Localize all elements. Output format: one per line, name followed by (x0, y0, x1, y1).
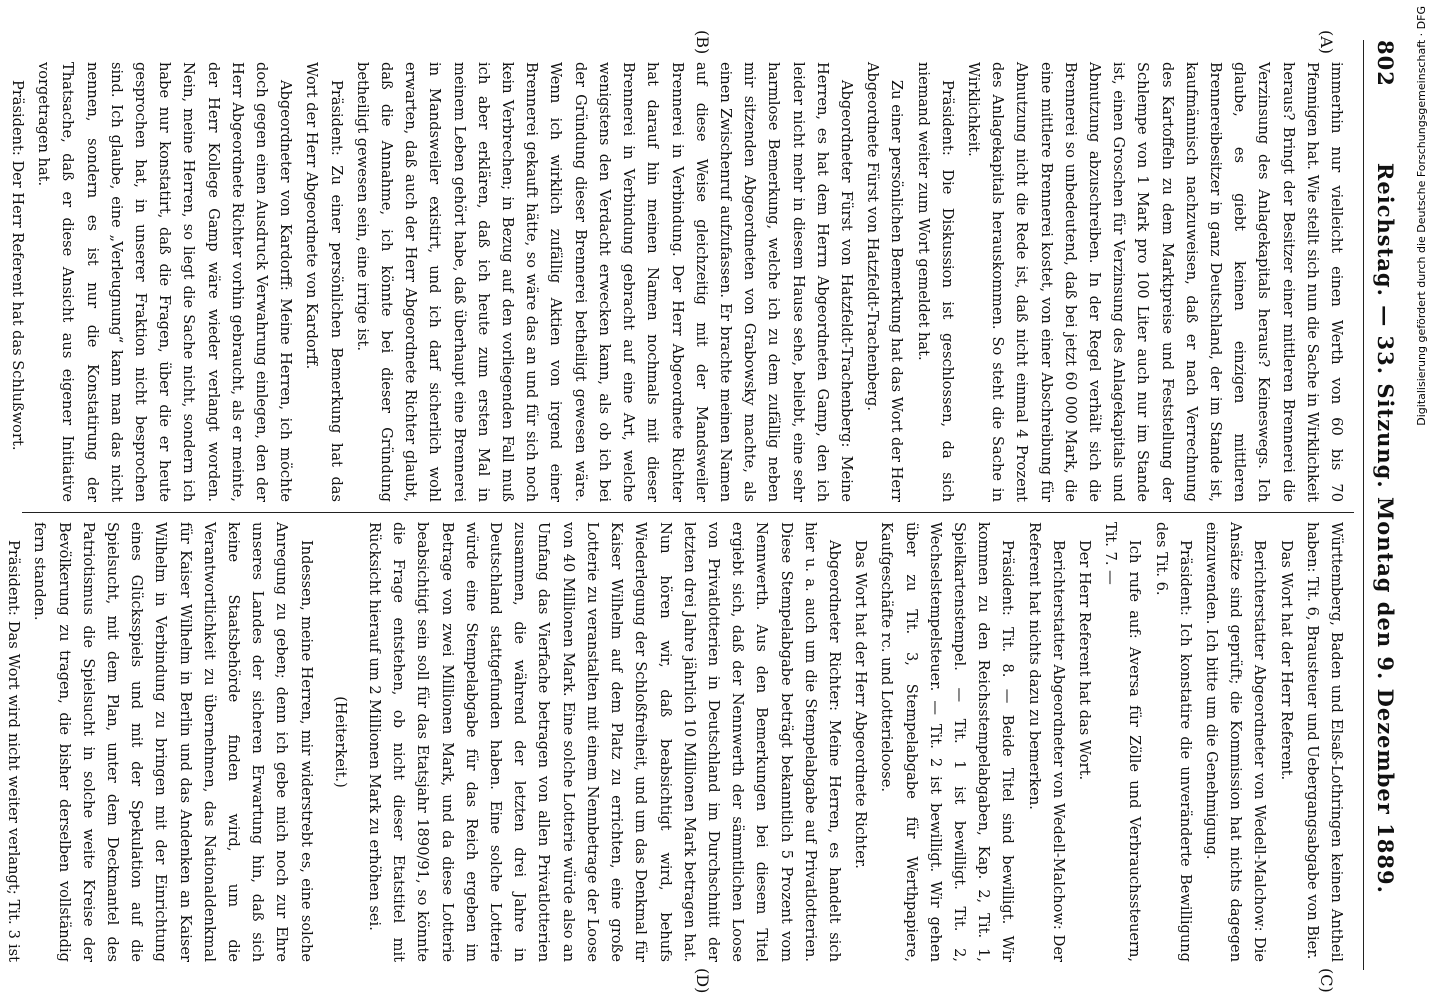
paragraph: Präsident: Ich konstatire die unveränderte Bewilligung des Tit. 6. (1152, 522, 1194, 962)
margin-mark-b: (B) (693, 30, 712, 55)
stage-direction: (Heiterkeit.) (331, 696, 349, 788)
margin-mark-a: (A) (1317, 30, 1336, 55)
paragraph: Präsident: Der Herr Referent hat das Schlußwort. (9, 80, 27, 451)
page-number: 802 (1373, 40, 1399, 87)
paragraph: Berichterstatter Abgeordneter von Wedell-Malchow: Der Referent hat nichts dazu zu bemerken. (1025, 522, 1067, 962)
paragraph: Präsident: Tit. 8. — Beide Titel sind bewilligt. Wir kommen zu den Reichsstempelabgaben, Kap. 2, Tit. 1, Spielkartenstempel. — Tit. 1 ist bewilligt. Tit. 2, Wechselstempelsteuer. — Tit. 2 ist bewilligt. Wir gehen über zu Tit. 3, Stempelabgabe für Werthpapiere, Kaufgeschäfte rc. und Lotterieloose. (878, 522, 1017, 962)
digitization-credit (1412, 0, 1432, 1000)
paragraph: Abgeordneter von Kardorff: Meine Herren, ich möchte doch gegen einen Ausdruck Verwahrung einlegen, den der Herr Abgeordnete Richter vorhin gebraucht, als er meinte, der Herr Kollege Gamp wäre wieder verlangt worden. Nein, meine Herren, so liegt die Sache nicht, sondern ich habe nur konstatirt, daß die Fragen, über die er heute gesprochen hat, in unserer Fraktion nicht besprochen sind. Ich glaube, eine „Verleugnung“ kann man das nicht nennen, sondern es ist nur die Konstatirung der Thatsache, daß er diese Ansicht aus eigener Initiative vorgetragen hat. (35, 62, 295, 502)
paragraph: Abgeordneter Fürst von Hatzfeldt-Trachenberg: Meine Herren, es hat dem Herrn Abgeordneten Gamp, den ich leider nicht mehr in diesem Hause sehe, beliebt, eine sehr harmlose Bemerkung, welche ich zu dem zufällig neben mir sitzenden Abgeordneten von Grabowsky machte, als einen Zwischenruf aufzufassen. Er brachte meinen Namen auf diese Weise gleichzeitig mit der Mandsweiler Brennerei in Verbindung. Der Herr Abgeordnete Richter hat darauf hin meinen Namen nochmals mit dieser Brennerei in Verbindung gebracht auf eine Art, welche wenigstens den Verdacht erwecken kann, als ob ich bei der Gründung dieser Brennerei betheiligt gewesen wäre. Wenn ich wirklich zufällig Aktien von irgend einer Brennerei gekauft hätte, so wäre das an und für sich noch kein Verbrechen; in Bezug auf den vorliegenden Fall muß ich aber erklären, daß ich heute zum ersten Mal in meinem Leben gehört habe, daß überhaupt eine Brennerei in Mandsweiler existirt, und ich darf sicherlich wohl erwarten, daß auch der Herr Abgeordnete Richter glaubt, daß die Annahme, ich könnte bei dieser Gründung betheiligt gewesen sein, eine irrige ist. (353, 62, 855, 502)
paragraph (0, 62, 3, 502)
paragraph: Abgeordneter Richter: Meine Herren, es handelt sich hier u. a. auch um die Stempelabgabe auf Privatlotterien. Diese Stempelabgabe beträgt bekanntlich 5 Prozent vom Nennwerth. Aus den Bemerkungen bei diesem Titel ergiebt sich, daß der Nennwerth der sämmtlichen Loose von Privatlotterien in Deutschland im Durchschnitt der letzten drei Jahre jährlich 10 Millionen Mark betragen hat. Nun hören wir, daß beabsichtigt wird, behufs Wiederlegung der Schloßfreiheit, und um das Denkmal für Kaiser Wilhelm auf dem Platz zu errichten, eine große Lotterie zu veranstalten mit einem Nennbetrage der Loose von 40 Millionen Mark. Eine solche Lotterie würde also an Umfang das Vierfache betragen von allen Privatlotterien zusammen, die während der letzten drei Jahre in Deutschland stattgefunden haben. Eine solche Lotterie würde eine Stempelabgabe für das Reich ergeben im Betrage von zwei Millionen Mark, und da diese Lotterie beabsichtigt sein soll für das Etatsjahr 1890/91, so könnte die Frage entstehen, ob nicht dieser Etatstitel mit Rücksicht hierauf um 2 Millionen Mark zu erhöhen sei. (366, 522, 843, 962)
column-divider (22, 512, 1354, 513)
paragraph: Präsident: Die Diskussion ist geschlossen, da sich niemand weiter zum Wort gemeldet hat. (914, 62, 956, 502)
paragraph: Berichterstatter Abgeordneter von Wedell-Malchow: Die Ansätze sind geprüft; die Kommission hat nichts dagegen einzuwenden. Ich bitte um die Genehmigung. (1202, 522, 1269, 962)
right-column (5, 522, 1348, 962)
margin-mark-c: (C) (1317, 968, 1336, 993)
paragraph: Ich rufe auf: Aversa für Zölle und Verbrauchssteuern, Tit. 7. — (1102, 522, 1144, 962)
paragraph: Der Herr Referent hat das Wort. (1075, 540, 1093, 781)
paragraph: Zu einer persönlichen Bemerkung hat das Wort der Herr Abgeordnete Fürst von Hatzfeldt-Trachenberg. (864, 62, 906, 502)
paragraph: Das Wort hat der Herr Abgeordnete Richter. (852, 540, 870, 869)
running-head: Reichstag. — 33. Sitzung. Montag den 9. Dezember 1889. (1373, 162, 1399, 894)
paragraph: Indessen, meine Herren, mir widerstrebt es, eine solche Anregung zu geben; denn ich gebe mich noch zur Ehre unseres Landes der sicheren Erwartung hin, daß sich keine Staatsbehörde finden wird, um die Verantwortlichkeit zu übernehmen, das Nationaldenkmal für Kaiser Wilhelm in Berlin und das Andenken an Kaiser Wilhelm in Verbindung zu bringen mit der Einrichtung eines Glücksspiels und mit der Spekulation auf die Spielsucht, mit dem Plan, unter dem Deckmantel des Patriotismus die Spielsucht in solche weite Kreise der Bevölkerung zu tragen, die bisher derselben vollständig fern standen. (31, 522, 315, 962)
paragraph: Das Wort hat der Herr Referent. (1277, 540, 1295, 781)
page-header (1363, 40, 1408, 970)
paragraph: Präsident: Zu einer persönlichen Bemerkung hat das Wort der Herr Abgeordnete von Kardorff. (303, 62, 345, 502)
margin-mark-d: (D) (693, 968, 712, 994)
paragraph: Württemberg, Baden und Elsaß-Lothringen keinen Antheil haben: Tit. 6, Brausteuer und Uebergangsabgabe von Bier. (1303, 522, 1345, 962)
paragraph: immerhin nur vielleicht einen Werth von 60 bis 70 Pfennigen hat. Wie stellt sich nun die Sache in Wirklichkeit heraus? Bringt der Besitzer einer mittleren Brennerei die Verzinsung des Anlagekapitals heraus? Keineswegs. Ich glaube, es giebt keinen einzigen mittleren Brennereibesitzer in ganz Deutschland, der im Stande ist, kaufmännisch nachzuweisen, daß er nach Verrechnung des Kartoffeln zu dem Marktpreise und Feststellung der Schlempe von 1 Mark pro 100 Liter auch nur im Stande ist, einen Groschen für Verzinsung des Anlagekapitals und Abnutzung abzuschreiben. In der Regel verhält sich die Brennerei so unbedeutend, daß bei jetzt 60 000 Mark, die eine mittlere Brennerei kostet, von einer Abschreibung für Abnutzung nicht die Rede ist, daß nicht einmal 4 Prozent des Anlagekapitals herauskommen. So steht die Sache in Wirklichkeit. (964, 62, 1345, 502)
digitization-credit-text: Digitalisierung gefördert durch die Deutsche Forschungsgemeinschaft · DFG (1415, 6, 1428, 426)
paragraph: Präsident: Das Wort wird nicht weiter verlangt; Tit. 3 ist (5, 540, 23, 962)
left-column (9, 62, 1348, 502)
